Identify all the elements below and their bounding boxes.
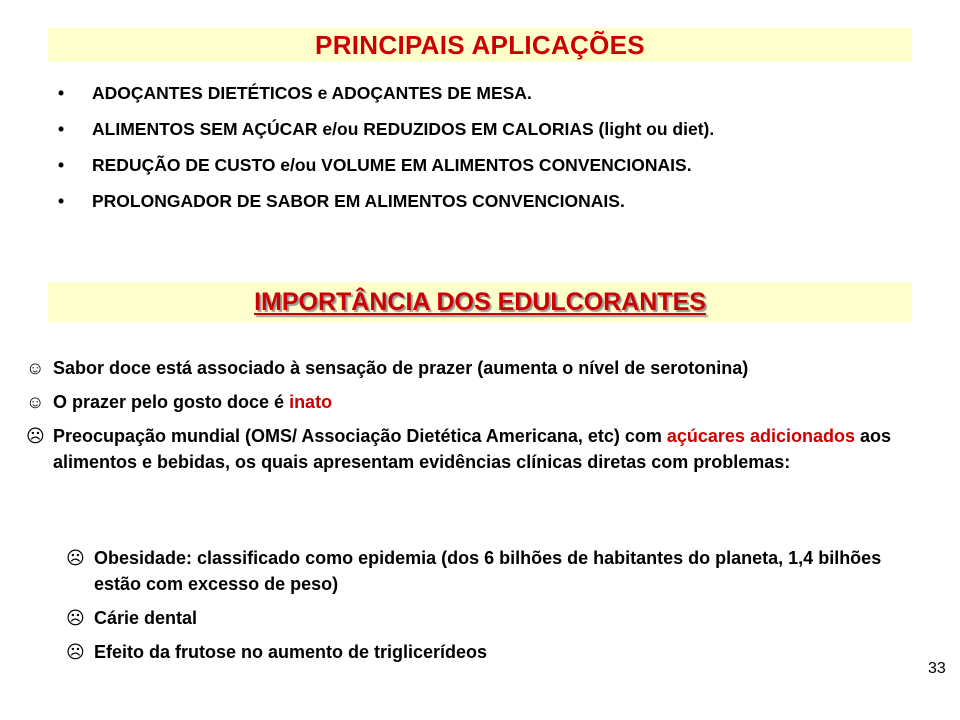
list-item: ☹ Obesidade: classificado como epidemia (dos 6 bilhões de habitantes do planeta, 1,4 bilhões estão com excesso de peso) (66, 545, 916, 597)
bullet-icon: • (58, 155, 65, 175)
bullet-icon: • (58, 119, 65, 139)
list-item: ☺ Sabor doce está associado à sensação de prazer (aumenta o nível de serotonina) (26, 355, 916, 381)
frown-icon: ☹ (66, 642, 85, 662)
list-item: ☹ Efeito da frutose no aumento de triglicerídeos (66, 639, 916, 665)
section-banner (48, 282, 912, 322)
list-item: • ALIMENTOS SEM AÇÚCAR e/ou REDUZIDOS EM CALORIAS (light ou diet). (58, 116, 908, 142)
frown-icon: ☹ (66, 548, 85, 568)
highlight-text: açúcares adicionados (666, 426, 855, 446)
importance-list (26, 355, 916, 475)
list-item: ☺ O prazer pelo gosto doce é inato (26, 389, 916, 415)
highlight-text: inato (289, 392, 333, 412)
list-item: • REDUÇÃO DE CUSTO e/ou VOLUME EM ALIMENTOS CONVENCIONAIS. (58, 152, 908, 178)
page-number: 33 (928, 660, 946, 677)
frown-icon: ☹ (66, 608, 85, 628)
smiley-icon: ☺ (26, 358, 45, 378)
section-title: IMPORTÂNCIA DOS EDULCORANTES (254, 287, 706, 316)
frown-icon: ☹ (26, 426, 45, 446)
problems-list (66, 545, 916, 665)
list-item: • ADOÇANTES DIETÉTICOS e ADOÇANTES DE MESA. (58, 80, 908, 106)
title-banner (48, 28, 912, 62)
list-item: ☹ Cárie dental (66, 605, 916, 631)
page-title: PRINCIPAIS APLICAÇÕES (315, 29, 645, 60)
bullet-icon: • (58, 83, 65, 103)
bullet-icon: • (58, 191, 65, 211)
applications-list (58, 80, 908, 214)
smiley-icon: ☺ (26, 392, 45, 412)
list-item: • PROLONGADOR DE SABOR EM ALIMENTOS CONVENCIONAIS. (58, 188, 908, 214)
list-item: ☹ Preocupação mundial (OMS/ Associação Dietética Americana, etc) com açúcares adicionados aos alimentos e bebidas, os quais apresentam evidências clínicas diretas com problemas: (26, 423, 916, 475)
